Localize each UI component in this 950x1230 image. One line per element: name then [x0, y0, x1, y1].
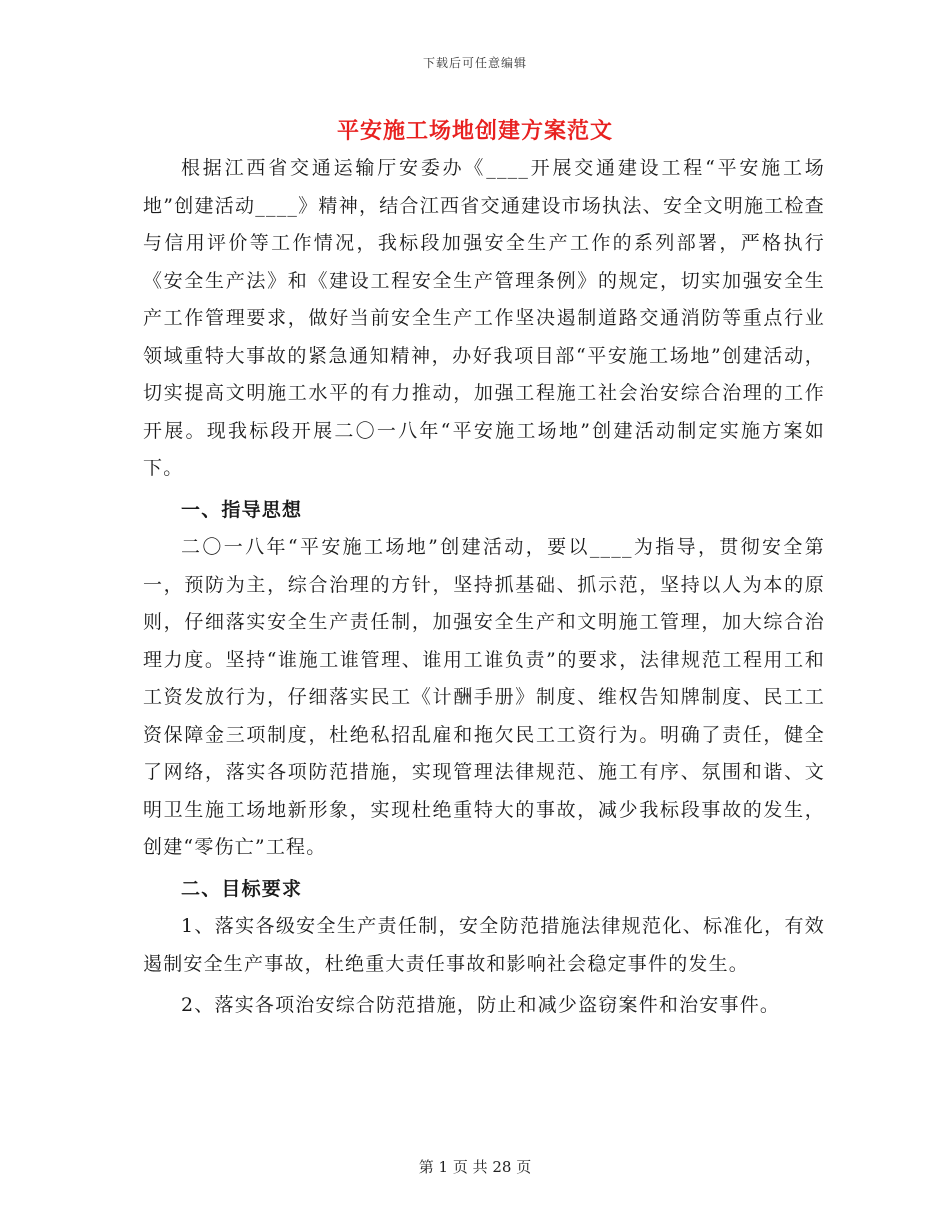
intro-paragraph: 根据江西省交通运输厅安委办《____开展交通建设工程“平安施工场地”创建活动____》精神，结合江西省交通建设市场执法、安全文明施工检查与信用评价等工作情况，我标段加强安全生产工作的系列部署，严格执行《安全生产法》和《建设工程安全生产管理条例》的规定，切实加强安全生产工作管理要求，做好当前安全生产工作坚决遏制道路交通消防等重点行业领域重特大事故的紧急通知精神，办好我项目部“平安施工场地”创建活动，切实提高文明施工水平的有力推动，加强工程施工社会治安综合治理的工作开展。现我标段开展二〇一八年“平安施工场地”创建活动制定实施方案如下。 [143, 157, 825, 479]
header-note: 下载后可任意编辑 [422, 56, 527, 70]
section-heading-guiding-ideology: 一、指导思想 [181, 498, 303, 521]
guiding-ideology-paragraph: 二〇一八年“平安施工场地”创建活动，要以____为指导，贯彻安全第一，预防为主，综合治理的方针，坚持抓基础、抓示范，坚持以人为本的原则，仔细落实安全生产责任制，加强安全生产和文明施工管理，加大综合治理力度。坚持“谁施工谁管理、谁用工谁负责”的要求，法律规范工程用工和工资发放行为，仔细落实民工《计酬手册》制度、维权告知牌制度、民工工资保障金三项制度，杜绝私招乱雇和拖欠民工工资行为。明确了责任，健全了网络，落实各项防范措施，实现管理法律规范、施工有序、氛围和谐、文明卫生施工场地新形象，实现杜绝重特大的事故，减少我标段事故的发生，创建“零伤亡”工程。 [143, 536, 825, 858]
document-body [143, 150, 825, 1025]
page-footer: 第 1 页 共 28 页 [418, 1158, 532, 1176]
goal-item-1: 1、落实各级安全生产责任制，安全防范措施法律规范化、标准化，有效遏制安全生产事故，杜绝重大责任事故和影响社会稳定事件的发生。 [143, 915, 825, 975]
goal-item-2: 2、落实各项治安综合防范措施，防止和减少盗窃案件和治安事件。 [181, 994, 781, 1016]
section-heading-goals: 二、目标要求 [181, 877, 303, 900]
document-title: 平安施工场地创建方案范文 [336, 118, 613, 144]
